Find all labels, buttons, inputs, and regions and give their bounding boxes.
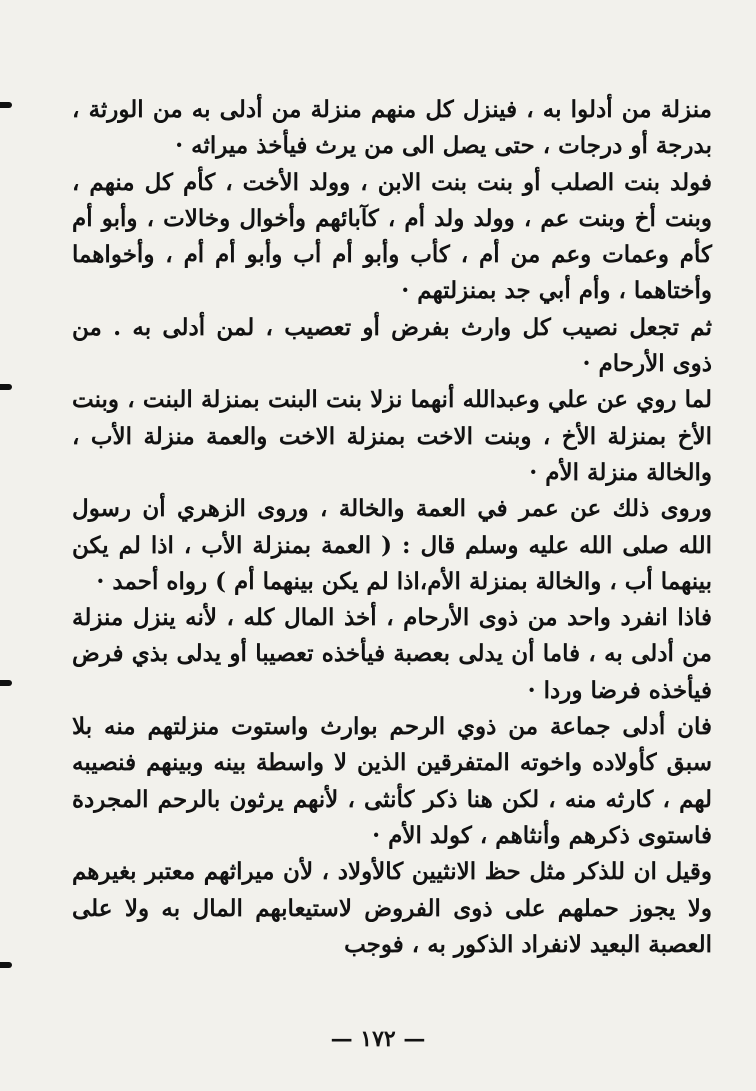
paragraph: فاذا انفرد واحد من ذوى الأرحام ، أخذ المال كله ، لأنه ينزل منزلة من أدلى به ، فاما أن يدلى بعصبة فيأخذه تعصيبا أو يدلى بذي فرض فيأخذه فرضا وردا · [72,604,712,704]
paragraph: لما روي عن علي وعبدالله أنهما نزلا بنت البنت بمنزلة البنت ، وبنت الأخ بمنزلة الأخ ، وبنت الاخت بمنزلة الاخت والعمة منزلة الأب ، والخالة منزلة الأم · [72,386,712,486]
left-edge-mark [0,384,12,390]
left-edge-mark [0,962,12,968]
paragraph: وروى ذلك عن عمر في العمة والخالة ، وروى الزهري أن رسول الله صلى الله عليه وسلم قال : ( العمة بمنزلة الأب ، اذا لم يكن بينهما أب ، والخالة بمنزلة الأم،اذا لم يكن بينهما أم ) رواه أحمد · [72,495,712,595]
left-edge-mark [0,102,12,108]
paragraph: فولد بنت الصلب أو بنت بنت الابن ، وولد الأخت ، كأم كل منهم ، وبنت أخ وبنت عم ، وولد ولد أم ، كآبائهم وأخوال وخالات ، وأبو أم كأم وعمات وعم من أم ، كأب وأبو أم أب وأبو أم أم ، وأخواهما وأختاهما ، وأم أبي جد بمنزلتهم · [72,168,712,305]
page-number: — ١٧٢ — [330,1026,426,1052]
left-edge-mark [0,680,12,686]
body-text [72,92,712,963]
paragraph: وقيل ان للذكر مثل حظ الانثيين كالأولاد ، لأن ميراثهم معتبر بغيرهم ولا يجوز حملهم على ذوى الفروض لاستيعابهم المال به ولا على العصبة البعيد لانفراد الذكور به ، فوجب [72,858,712,958]
paragraph: منزلة من أدلوا به ، فينزل كل منهم منزلة من أدلى به من الورثة ، بدرجة أو درجات ، حتى يصل الى من يرث فيأخذ ميراثه · [72,96,712,160]
paragraph: فان أدلى جماعة من ذوي الرحم بوارث واستوت منزلتهم منه بلا سبق كأولاده واخوته المتفرقين الذين لا واسطة بينه وبينهم فنصيبه لهم ، كارثه منه ، لكن هنا ذكر كأنثى ، لأنهم يرثون بالرحم المجردة فاستوى ذكرهم وأنثاهم ، كولد الأم · [72,713,712,849]
paragraph: ثم تجعل نصيب كل وارث بفرض أو تعصيب ، لمن أدلى به . من ذوى الأرحام · [72,313,712,378]
